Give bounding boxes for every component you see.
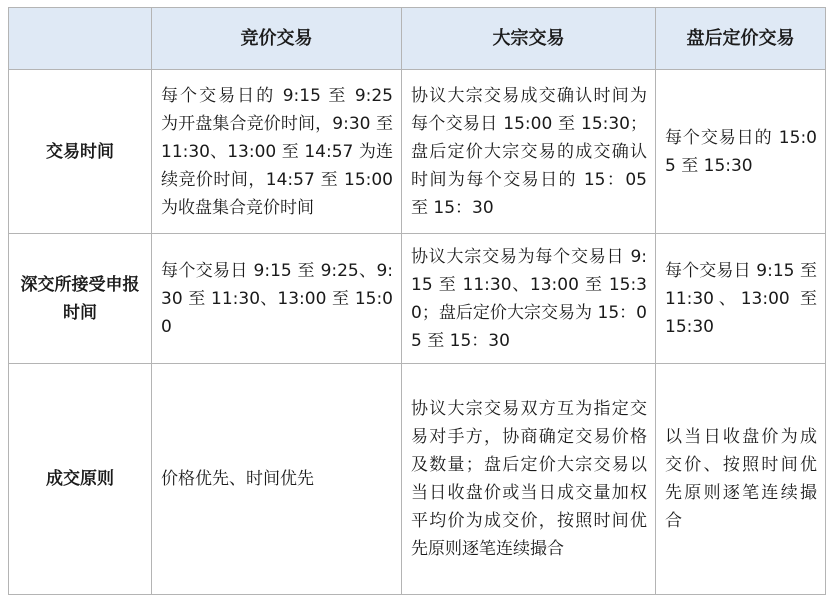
row-label-trading-hours: 交易时间 <box>9 70 152 234</box>
table-row <box>9 234 826 364</box>
cell-after-hours-order-hours: 每个交易日 9:15 至 11:30、13:00 至 15:30 <box>656 234 826 364</box>
header-auction-trading: 竞价交易 <box>152 8 402 70</box>
header-row <box>9 8 826 70</box>
header-after-hours-trading: 盘后定价交易 <box>656 8 826 70</box>
row-label-order-acceptance-hours: 深交所接受申报时间 <box>9 234 152 364</box>
header-block-trading: 大宗交易 <box>402 8 656 70</box>
table-row <box>9 364 826 595</box>
table-row <box>9 70 826 234</box>
cell-block-trading-hours: 协议大宗交易成交确认时间为每个交易日 15:00 至 15:30；盘后定价大宗交易的成交确认时间为每个交易日的 15：05 至 15：30 <box>402 70 656 234</box>
cell-after-hours-trading-hours: 每个交易日的 15:05 至 15:30 <box>656 70 826 234</box>
cell-auction-order-hours: 每个交易日 9:15 至 9:25、9:30 至 11:30、13:00 至 15:00 <box>152 234 402 364</box>
cell-after-hours-matching-principle: 以当日收盘价为成交价、按照时间优先原则逐笔连续撮合 <box>656 364 826 595</box>
cell-block-matching-principle: 协议大宗交易双方互为指定交易对手方，协商确定交易价格及数量；盘后定价大宗交易以当日收盘价或当日成交量加权平均价为成交价，按照时间优先原则逐笔连续撮合 <box>402 364 656 595</box>
row-label-matching-principle: 成交原则 <box>9 364 152 595</box>
trading-rules-table <box>8 7 826 595</box>
header-corner-cell <box>9 8 152 70</box>
cell-block-order-hours: 协议大宗交易为每个交易日 9:15 至 11:30、13:00 至 15:30；盘后定价大宗交易为 15：05 至 15：30 <box>402 234 656 364</box>
cell-auction-trading-hours: 每个交易日的 9:15 至 9:25 为开盘集合竞价时间，9:30 至 11:30、13:00 至 14:57 为连续竞价时间，14:57 至 15:00 为收盘集合竞价时间 <box>152 70 402 234</box>
cell-auction-matching-principle: 价格优先、时间优先 <box>152 364 402 595</box>
